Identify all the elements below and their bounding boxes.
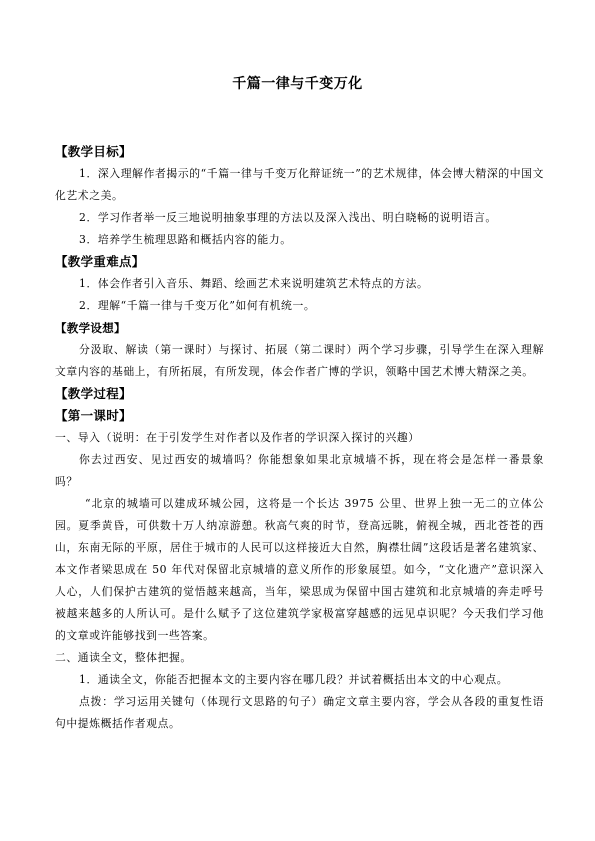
keypoint-item-1: 1．体会作者引入音乐、舞蹈、绘画艺术来说明建筑艺术特点的方法。 [79,277,429,290]
design-text: 分汲取、解读（第一课时）与探讨、拓展（第二课时）两个学习步骤，引导学生在深入理解文章内容的基础上，有所拓展，有所发现，体会作者广博的学识，领略中国艺术博大精深之美。 [55,343,544,378]
quote-text: “北京的城墙可以建成环城公园，这将是一个长达 3975 公里、世界上独一无二的立体公园。夏季黄昏，可供数十万人纳凉游憩。秋高气爽的时节，登高远眺，俯视全城，西北苍苍的西山，东南无际的平原，居住于城市的人民可以这样接近大自然，胸襟壮阔”这段话是著名建筑家、本文作者梁思成在 50 年代对保留北京城墙的意义所作的形象展望。如今，“文化遗产”意识深入人心，人们保护古建筑的觉悟越来越高，当年，梁思成为保留中国古建筑和北京城墙的奔走呼号被越来越多的人所认可。是什么赋予了这位建筑学家极富穿越感的远见卓识呢？今天我们学习他的文章或许能够找到一些答案。 [55,497,544,642]
page-title: 千篇一律与千变万化 [232,76,363,92]
read-title: 二、通读全文，整体把握。 [55,651,192,664]
section-heading-goals: 【教学目标】 [55,144,132,159]
keypoint-item-2: 2．理解“千篇一律与千变万化”如何有机统一。 [79,299,316,312]
section-heading-design: 【教学设想】 [55,321,126,335]
read-item-1: 1．通读全文，你能否把握本文的主要内容在哪几段？并试着概括出本文的中心观点。 [79,673,509,686]
goal-item-2: 2．学习作者举一反三地说明抽象事理的方法以及深入浅出、明白晓畅的说明语言。 [79,211,497,224]
intro-text: 你去过西安、见过西安的城墙吗？你能想象如果北京城墙不拆，现在将会是怎样一番景象吗？ [55,453,544,488]
goal-item-3: 3．培养学生梳理思路和概括内容的能力。 [79,233,292,246]
document-body [55,141,544,735]
section-heading-lesson1: 【第一课时】 [55,408,132,423]
intro-title: 一、导入（说明：在于引发学生对作者以及作者的学识深入探讨的兴趣） [55,431,420,444]
section-heading-process: 【教学过程】 [55,386,132,401]
goal-item-1: 1．深入理解作者揭示的“千篇一律与千变万化辩证统一”的艺术规律，体会博大精深的中国文化艺术之美。 [55,167,544,202]
section-heading-keypoints: 【教学重难点】 [55,254,145,269]
hint-text: 点拨：学习运用关键句（体现行文思路的句子）确定文章主要内容，学会从各段的重复性语句中提炼概括作者观点。 [55,695,544,730]
